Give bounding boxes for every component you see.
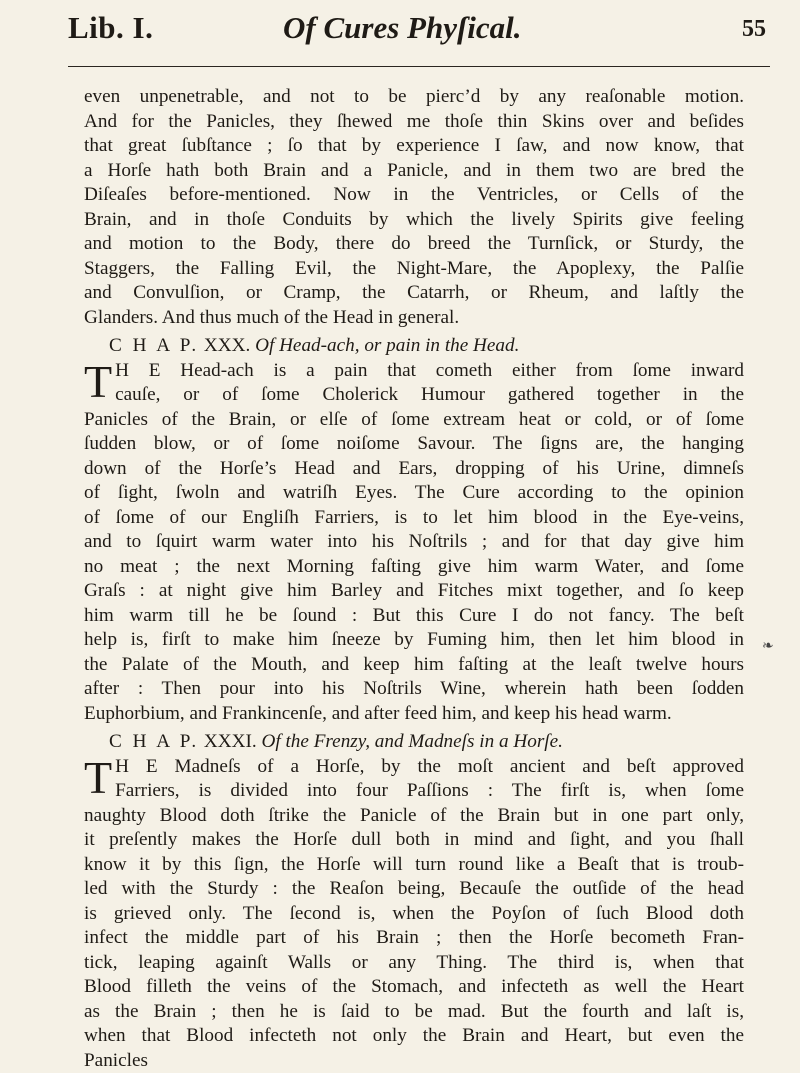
- text-line: And for the Panicles, they ſhewed me thoſe thin Skins over and beſides: [84, 110, 744, 132]
- ornament-icon: ❧: [762, 639, 774, 654]
- text-line: cauſe, or of ſome Cholerick Humour gathered together in the: [115, 384, 744, 405]
- text-line: Staggers, the Falling Evil, the Night-Mare, the Apoplexy, the Palſie: [84, 257, 744, 279]
- text-line: know it by this ſign, the Horſe will turn round like a Beaſt that is troub-: [84, 853, 744, 875]
- chapter-label: C H A P.: [109, 335, 200, 356]
- chapter-label: C H A P.: [109, 731, 200, 752]
- text-line: that great ſubſtance ; ſo that by experience I ſaw, and now know, that: [84, 135, 744, 156]
- text-line: H E Head-ach is a pain that cometh either from ſome inward: [115, 359, 744, 381]
- text-line: it preſently makes the Horſe dull both in mind and ſight, and you ſhall: [84, 829, 744, 850]
- text-line: of ſome of our Engliſh Farriers, is to let him blood in the Eye-veins,: [84, 506, 744, 528]
- paragraph-intro: [84, 85, 744, 330]
- chapter-30-text: [84, 355, 744, 727]
- chapter-heading-30: [84, 334, 744, 359]
- text-line: Diſeaſes before-mentioned. Now in the Ventricles, or Cells of the: [84, 184, 744, 205]
- text-line: tick, leaping againſt Walls or any Thing. The third is, when that: [84, 951, 744, 973]
- drop-cap: T: [84, 751, 113, 803]
- text-line: after : Then pour into his Noſtrils Wine, wherein hath been ſodden: [84, 678, 744, 699]
- drop-cap: T: [84, 355, 113, 407]
- text-line: the Palate of the Mouth, and keep him faſting at the leaſt twelve hours: [84, 653, 744, 675]
- text-line: even unpenetrable, and not to be pierc’d by any reaſonable motion.: [84, 86, 744, 107]
- text-line: Euphorbium, and Frankincenſe, and after feed him, and keep his head warm.: [84, 702, 672, 724]
- text-line: no meat ; the next Morning faſting give him warm Water, and ſome: [84, 555, 744, 577]
- running-title: Of Cures Phyſical.: [283, 10, 522, 45]
- text-line: led with the Sturdy : the Reaſon being, Becauſe the outſide of the head: [84, 878, 744, 899]
- text-line: Glanders. And thus much of the Head in general.: [84, 306, 460, 328]
- text-line: naughty Blood doth ſtrike the Panicle of the Brain but in one part only,: [84, 804, 744, 826]
- text-line: him warm till he be ſound : But this Cure I do not fancy. The beſt: [84, 604, 744, 626]
- catchword: Panicles: [84, 1049, 148, 1071]
- chapter-subtitle: Of the Frenzy, and Madneſs in a Horſe.: [261, 731, 563, 752]
- text-line: and motion to the Body, there do breed the Turnſick, or Sturdy, the: [84, 233, 744, 254]
- text-line: a Horſe hath both Brain and a Panicle, and in them two are bred the: [84, 159, 744, 181]
- chapter-number: XXX.: [203, 335, 251, 356]
- chapter-subtitle: Of Head-ach, or pain in the Head.: [255, 335, 520, 356]
- text-line: H E Madneſs of a Horſe, by the moſt ancient and beſt approved: [115, 755, 744, 777]
- chapter-heading-31: [84, 730, 744, 755]
- text-line: down of the Horſe’s Head and Ears, dropping of his Urine, dimneſs: [84, 457, 744, 479]
- text-line: help is, firſt to make him ſneeze by Fuming him, then let him blood in: [84, 629, 744, 650]
- text-line: Farriers, is divided into four Paſſions : The firſt is, when ſome: [115, 780, 744, 801]
- text-line: Graſs : at night give him Barley and Fitches mixt together, and ſo keep: [84, 580, 744, 601]
- body-text: [84, 85, 744, 1073]
- text-line: Panicles of the Brain, or elſe of ſome extream heat or cold, or of ſome: [84, 408, 744, 430]
- text-line: Brain, and in thoſe Conduits by which the lively Spirits give feeling: [84, 208, 744, 230]
- text-line: and to ſquirt warm water into his Noſtrils ; and for that day give him: [84, 531, 744, 552]
- text-line: infect the middle part of his Brain ; then the Horſe becometh Fran-: [84, 927, 744, 948]
- chapter-31-text: [84, 751, 744, 1073]
- text-line: ſudden blow, or of ſome noiſome Savour. The ſigns are, the hanging: [84, 433, 744, 454]
- text-line: is grieved only. The ſecond is, when the Poyſon of ſuch Blood doth: [84, 902, 744, 924]
- page-number: 55: [742, 16, 766, 42]
- book-number: Lib. I.: [68, 10, 154, 45]
- text-line: as the Brain ; then he is ſaid to be mad. But the fourth and laſt is,: [84, 1000, 744, 1022]
- text-line: when that Blood infecteth not only the Brain and Heart, but even the: [84, 1025, 744, 1046]
- text-line: and Convulſion, or Cramp, the Catarrh, or Rheum, and laſtly the: [84, 282, 744, 303]
- text-line: Blood filleth the veins of the Stomach, and infecteth as well the Heart: [84, 976, 744, 997]
- text-line: of ſight, ſwoln and watriſh Eyes. The Cure according to the opinion: [84, 482, 744, 503]
- running-head: [68, 6, 770, 67]
- chapter-number: XXXI.: [203, 731, 257, 752]
